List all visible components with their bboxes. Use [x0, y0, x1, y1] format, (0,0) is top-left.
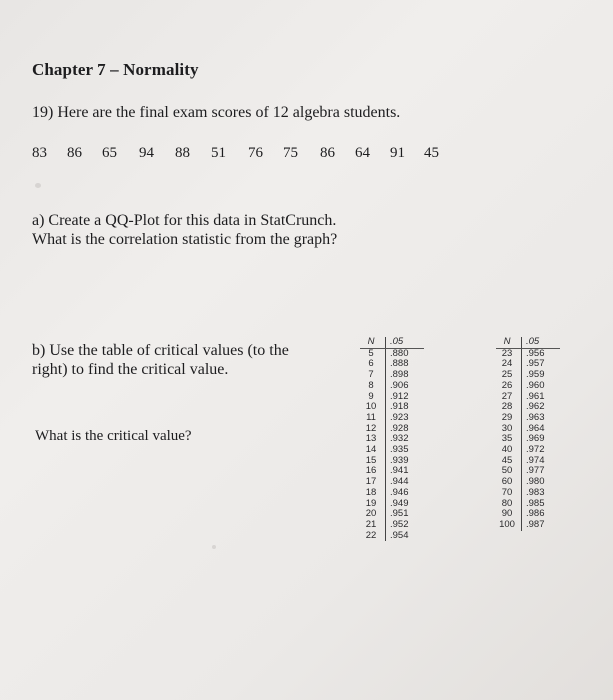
table-cell-n: 100 — [499, 518, 515, 530]
score-value: 64 — [355, 145, 370, 161]
table-cell-critical-value: .952 — [386, 520, 425, 531]
table-cell-n: 40 — [501, 444, 513, 456]
score-value: 88 — [175, 145, 190, 161]
part-b-line1: b) Use the table of critical values (to the — [32, 342, 289, 359]
part-b — [32, 341, 352, 379]
table-cell-critical-value: .987 — [522, 520, 561, 531]
critical-values-table-left — [360, 337, 424, 541]
score-value: 51 — [211, 145, 226, 161]
table-cell-n: 12 — [365, 422, 377, 434]
table-cell-n: 30 — [501, 422, 513, 434]
table-header-n: N — [360, 337, 386, 348]
table-header-alpha: .05 — [522, 337, 561, 348]
table-cell-n: 26 — [501, 379, 513, 391]
table-cell-critical-value: .932 — [386, 434, 425, 445]
table-cell-critical-value: .960 — [522, 381, 561, 392]
table-cell-critical-value: .957 — [522, 359, 561, 370]
part-a-line1: a) Create a QQ-Plot for this data in StatCrunch. — [32, 212, 337, 229]
score-value: 45 — [424, 145, 439, 161]
table-header-alpha: .05 — [386, 337, 425, 348]
table-cell-critical-value: .980 — [522, 477, 561, 488]
paper-smudge — [35, 183, 41, 188]
part-b-line2: right) to find the critical value. — [32, 361, 229, 378]
scores-list — [32, 145, 439, 162]
table-cell-critical-value: .983 — [522, 488, 561, 499]
table-cell-critical-value: .986 — [522, 509, 561, 520]
score-value: 65 — [102, 145, 117, 161]
table-row — [360, 488, 424, 499]
table-cell-n: 16 — [365, 465, 377, 477]
paper-smudge — [212, 545, 216, 549]
table-cell-critical-value: .880 — [386, 348, 425, 359]
table-cell-n: 50 — [501, 465, 513, 477]
table-header-row — [360, 337, 424, 348]
table-cell-n: 15 — [365, 454, 377, 466]
table-cell-critical-value: .954 — [386, 531, 425, 542]
table-cell-n: 10 — [365, 401, 377, 413]
table-row — [360, 531, 424, 542]
score-value: 83 — [32, 145, 47, 161]
table-cell-n: 6 — [368, 358, 374, 370]
table-cell-n: 28 — [501, 401, 513, 413]
table-cell-n: 27 — [501, 390, 513, 402]
table-cell-critical-value: .956 — [522, 348, 561, 359]
part-a — [32, 211, 432, 249]
table-cell-n: 90 — [501, 508, 513, 520]
critical-value-prompt: What is the critical value? — [35, 428, 192, 444]
chapter-title: Chapter 7 – Normality — [32, 60, 199, 79]
score-value: 91 — [390, 145, 405, 161]
critical-values-table-right — [496, 337, 560, 531]
table-cell-n: 20 — [365, 508, 377, 520]
table-row — [496, 381, 560, 392]
question-text: 19) Here are the final exam scores of 12 algebra students. — [32, 104, 401, 121]
table-cell-critical-value: .959 — [522, 370, 561, 381]
table-cell-critical-value: .928 — [386, 424, 425, 435]
table-cell-n: 14 — [365, 444, 377, 456]
table-cell-critical-value: .985 — [522, 499, 561, 510]
table-cell-n: 17 — [365, 476, 377, 488]
table-cell-critical-value: .964 — [522, 424, 561, 435]
table-cell-critical-value: .977 — [522, 466, 561, 477]
table-cell-critical-value: .898 — [386, 370, 425, 381]
table-cell-critical-value: .944 — [386, 477, 425, 488]
table-row — [496, 520, 560, 531]
score-value: 86 — [67, 145, 82, 161]
score-value: 94 — [139, 145, 154, 161]
table-cell-n: 13 — [365, 433, 377, 445]
table-cell-n: 70 — [501, 486, 513, 498]
table-cell-n: 45 — [501, 454, 513, 466]
table-cell-n: 7 — [368, 369, 374, 381]
score-value: 86 — [320, 145, 335, 161]
table-row — [360, 381, 424, 392]
table-cell-critical-value: .972 — [522, 445, 561, 456]
table-cell-n: 11 — [366, 411, 376, 423]
table-cell-critical-value: .963 — [522, 413, 561, 424]
table-cell-n: 35 — [501, 433, 513, 445]
table-cell-n: 18 — [365, 486, 377, 498]
table-cell-critical-value: .951 — [386, 509, 425, 520]
table-cell-critical-value: .961 — [522, 392, 561, 403]
table-header-n: N — [496, 337, 522, 348]
table-cell-critical-value: .888 — [386, 359, 425, 370]
table-cell-n: 9 — [368, 390, 374, 402]
table-cell-critical-value: .946 — [386, 488, 425, 499]
table-cell-n: 22 — [365, 529, 377, 541]
table-cell-n: 8 — [368, 379, 374, 391]
table-row — [496, 488, 560, 499]
table-cell-n: 24 — [501, 358, 513, 370]
table-cell-critical-value: .969 — [522, 434, 561, 445]
score-value: 75 — [283, 145, 298, 161]
table-cell-critical-value: .918 — [386, 402, 425, 413]
table-cell-critical-value: .962 — [522, 402, 561, 413]
table-cell-n: 80 — [501, 497, 513, 509]
table-cell-n: 29 — [501, 411, 513, 423]
table-cell-n: 5 — [368, 347, 374, 359]
table-cell-critical-value: .935 — [386, 445, 425, 456]
table-cell-critical-value: .912 — [386, 392, 425, 403]
table-cell-critical-value: .974 — [522, 456, 561, 467]
table-cell-n: 25 — [501, 369, 513, 381]
part-a-line2: What is the correlation statistic from the graph? — [32, 231, 338, 248]
table-cell-n: 23 — [501, 347, 513, 359]
table-cell-critical-value: .906 — [386, 381, 425, 392]
table-cell-critical-value: .949 — [386, 499, 425, 510]
table-cell-n: 19 — [365, 497, 377, 509]
table-cell-n: 21 — [365, 518, 377, 530]
table-cell-critical-value: .923 — [386, 413, 425, 424]
table-cell-n: 60 — [501, 476, 513, 488]
table-header-row — [496, 337, 560, 348]
table-cell-critical-value: .941 — [386, 466, 425, 477]
score-value: 76 — [248, 145, 263, 161]
table-cell-critical-value: .939 — [386, 456, 425, 467]
